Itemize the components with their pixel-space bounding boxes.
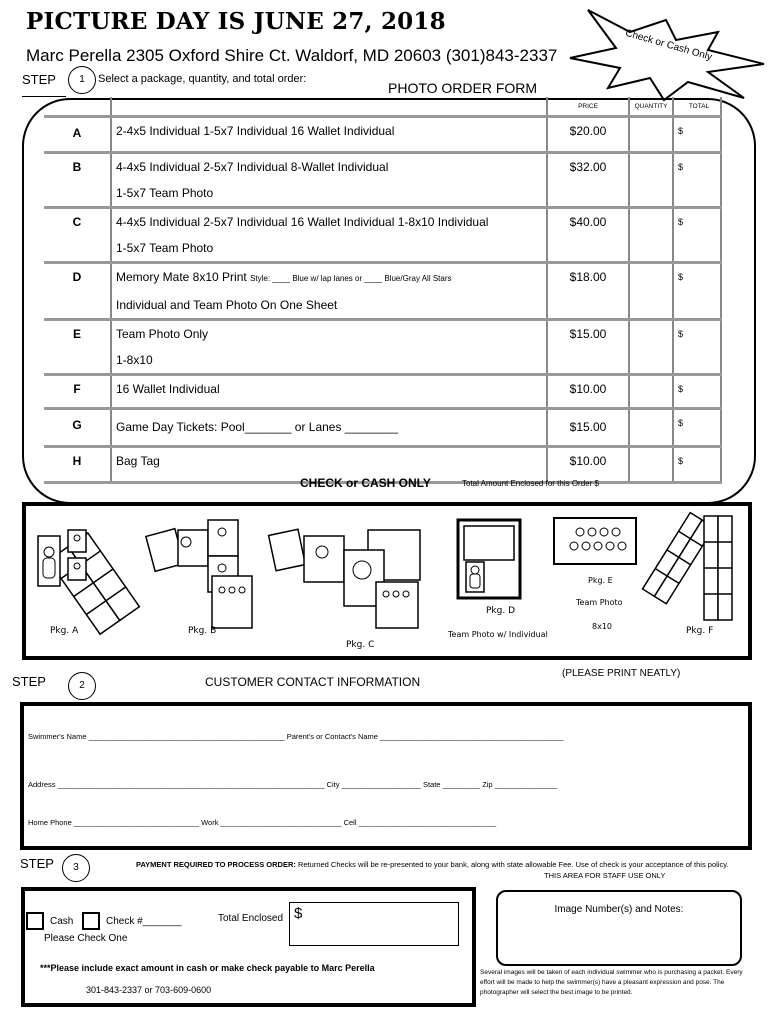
image-notes-box[interactable] — [496, 890, 742, 966]
contact-heading: CUSTOMER CONTACT INFORMATION — [205, 675, 421, 689]
package-description-2: Individual and Team Photo On One Sheet — [116, 298, 338, 312]
step3-number: 3 — [62, 854, 90, 882]
package-description: 2-4x5 Individual 1-5x7 Individual 16 Wallet Individual — [116, 124, 395, 138]
pkg-e-caption-2: 8x10 — [592, 622, 613, 631]
print-neatly-note: (PLEASE PRINT NEATLY) — [562, 668, 681, 679]
package-letter: A — [44, 117, 111, 153]
package-description: Team Photo Only — [116, 327, 209, 341]
payment-required: PAYMENT REQUIRED TO PROCESS ORDER: — [136, 860, 296, 869]
table-header-row — [44, 97, 721, 117]
step1-instruction: Select a package, quantity, and total order: — [98, 73, 307, 85]
form-title: PHOTO ORDER FORM — [388, 80, 538, 96]
package-letter: C — [44, 208, 111, 263]
pkg-e-caption-1: Team Photo — [576, 598, 623, 607]
total-enclosed-input[interactable] — [289, 902, 459, 946]
total-input[interactable]: $ — [673, 117, 721, 153]
quantity-input[interactable] — [629, 375, 673, 409]
style-options: Style: ____ Blue w/ lap lanes or ____ Blue/Gray All Stars — [250, 274, 452, 283]
address-fields[interactable]: Address ________________________________________________________________ City ___________________ State _________ Zip _______________ — [28, 780, 558, 789]
badge-text: Check or Cash Only — [624, 27, 714, 64]
quantity-input[interactable] — [629, 409, 673, 447]
package-row-c — [44, 208, 721, 263]
total-input[interactable]: $ — [673, 447, 721, 483]
package-price: $32.00 — [569, 160, 607, 174]
contact-form — [20, 702, 752, 850]
quantity-input[interactable] — [629, 447, 673, 483]
package-description: 16 Wallet Individual — [116, 382, 220, 396]
quantity-input[interactable] — [629, 263, 673, 320]
quantity-input[interactable] — [629, 320, 673, 375]
package-description: 4-4x5 Individual 2-5x7 Individual 16 Wallet Individual 1-8x10 Individual — [116, 215, 489, 229]
pkg-a-label: Pkg. A — [50, 626, 79, 636]
order-table — [44, 97, 722, 484]
check-number-field[interactable]: Check #_______ — [106, 916, 182, 927]
package-description: Game Day Tickets: Pool_______ or Lanes ________ — [116, 420, 399, 434]
check-or-cash-badge — [568, 2, 768, 102]
contact-phones: 301-843-2337 or 703-609-0600 — [86, 985, 212, 995]
package-price: $40.00 — [569, 215, 607, 229]
pkg-d-caption: Team Photo w/ Individual — [448, 630, 548, 639]
step3-label: STEP — [20, 856, 54, 871]
package-drawings — [26, 506, 748, 656]
swimmer-parent-fields[interactable]: Swimmer's Name _______________________________________________ Parent's or Contact's Name ____________________________________________ — [28, 732, 564, 741]
starburst-icon — [568, 2, 768, 102]
please-check-one: Please Check One — [44, 933, 128, 944]
package-description-2: 1-5x7 Team Photo — [116, 241, 214, 255]
package-row-d — [44, 263, 721, 320]
payment-policy: Returned Checks will be re-presented to your bank, along with state allowable Fee. Use of check is your acceptance of this policy. — [297, 860, 729, 869]
package-row-g — [44, 409, 721, 447]
package-row-f — [44, 375, 721, 409]
pkg-c-label: Pkg. C — [346, 640, 375, 650]
staff-only-note: THIS AREA FOR STAFF USE ONLY — [544, 871, 666, 880]
total-input[interactable]: $ — [673, 409, 721, 447]
package-price: $10.00 — [569, 454, 607, 468]
package-description: 4-4x5 Individual 2-5x7 Individual 8-Wallet Individual — [116, 160, 389, 174]
total-input[interactable]: $ — [673, 208, 721, 263]
pkg-b-label: Pkg. B — [188, 626, 217, 636]
total-enclosed-label: Total Enclosed — [218, 913, 284, 924]
package-letter: G — [44, 409, 111, 447]
quantity-header: QUANTITY — [629, 97, 673, 117]
pkg-d-label: Pkg. D — [486, 606, 516, 616]
package-illustrations — [22, 502, 752, 660]
price-header: PRICE — [547, 97, 629, 117]
dollar-sign: $ — [294, 905, 303, 922]
check-cash-only: CHECK or CASH ONLY — [300, 476, 431, 490]
check-checkbox[interactable] — [82, 912, 100, 930]
total-input[interactable]: $ — [673, 263, 721, 320]
quantity-input[interactable] — [629, 117, 673, 153]
total-input[interactable]: $ — [673, 375, 721, 409]
total-input[interactable]: $ — [673, 153, 721, 208]
quantity-input[interactable] — [629, 208, 673, 263]
step1-label: STEP — [22, 72, 56, 87]
package-row-b — [44, 153, 721, 208]
cash-checkbox[interactable] — [26, 912, 44, 930]
package-price: $10.00 — [569, 382, 607, 396]
exact-amount-note: ***Please include exact amount in cash or make check payable to Marc Perella — [40, 963, 375, 973]
package-description: Memory Mate 8x10 Print — [116, 270, 247, 284]
total-header: TOTAL — [673, 97, 721, 117]
pkg-e-label: Pkg. E — [588, 576, 613, 585]
step2-number: 2 — [68, 672, 96, 700]
package-description-2: 1-5x7 Team Photo — [116, 186, 214, 200]
package-price: $20.00 — [569, 124, 607, 138]
package-letter: B — [44, 153, 111, 208]
pkg-f-label: Pkg. F — [686, 626, 714, 636]
studio-address: Marc Perella 2305 Oxford Shire Ct. Waldorf, MD 20603 (301)843-2337 — [26, 46, 558, 65]
package-description-2: 1-8x10 — [116, 353, 153, 367]
photographer-disclaimer: Several images will be taken of each individual swimmer who is purchasing a packet. Every effort will be made to help the swimmer(s) have a pleasant expression and pose. The photographer will select the best image to be printed. — [480, 969, 743, 996]
package-letter: D — [44, 263, 111, 320]
total-amount-enclosed: Total Amount Enclosed for this Order $ — [462, 479, 599, 488]
package-letter: E — [44, 320, 111, 375]
quantity-input[interactable] — [629, 153, 673, 208]
package-letter: H — [44, 447, 111, 483]
page-title: PICTURE DAY IS JUNE 27, 2018 — [26, 8, 446, 35]
package-price: $15.00 — [569, 420, 607, 434]
package-letter: F — [44, 375, 111, 409]
phone-fields[interactable]: Home Phone ______________________________ Work _____________________________ Cell _________________________________ — [28, 818, 497, 827]
cash-label: Cash — [50, 916, 74, 927]
step2-label: STEP — [12, 674, 46, 689]
package-row-e — [44, 320, 721, 375]
package-price: $18.00 — [569, 270, 607, 284]
package-price: $15.00 — [569, 327, 607, 341]
package-description: Bag Tag — [116, 454, 160, 468]
image-notes-label: Image Number(s) and Notes: — [554, 904, 684, 915]
step1-number: 1 — [68, 66, 96, 94]
total-input[interactable]: $ — [673, 320, 721, 375]
package-row-a — [44, 117, 721, 153]
